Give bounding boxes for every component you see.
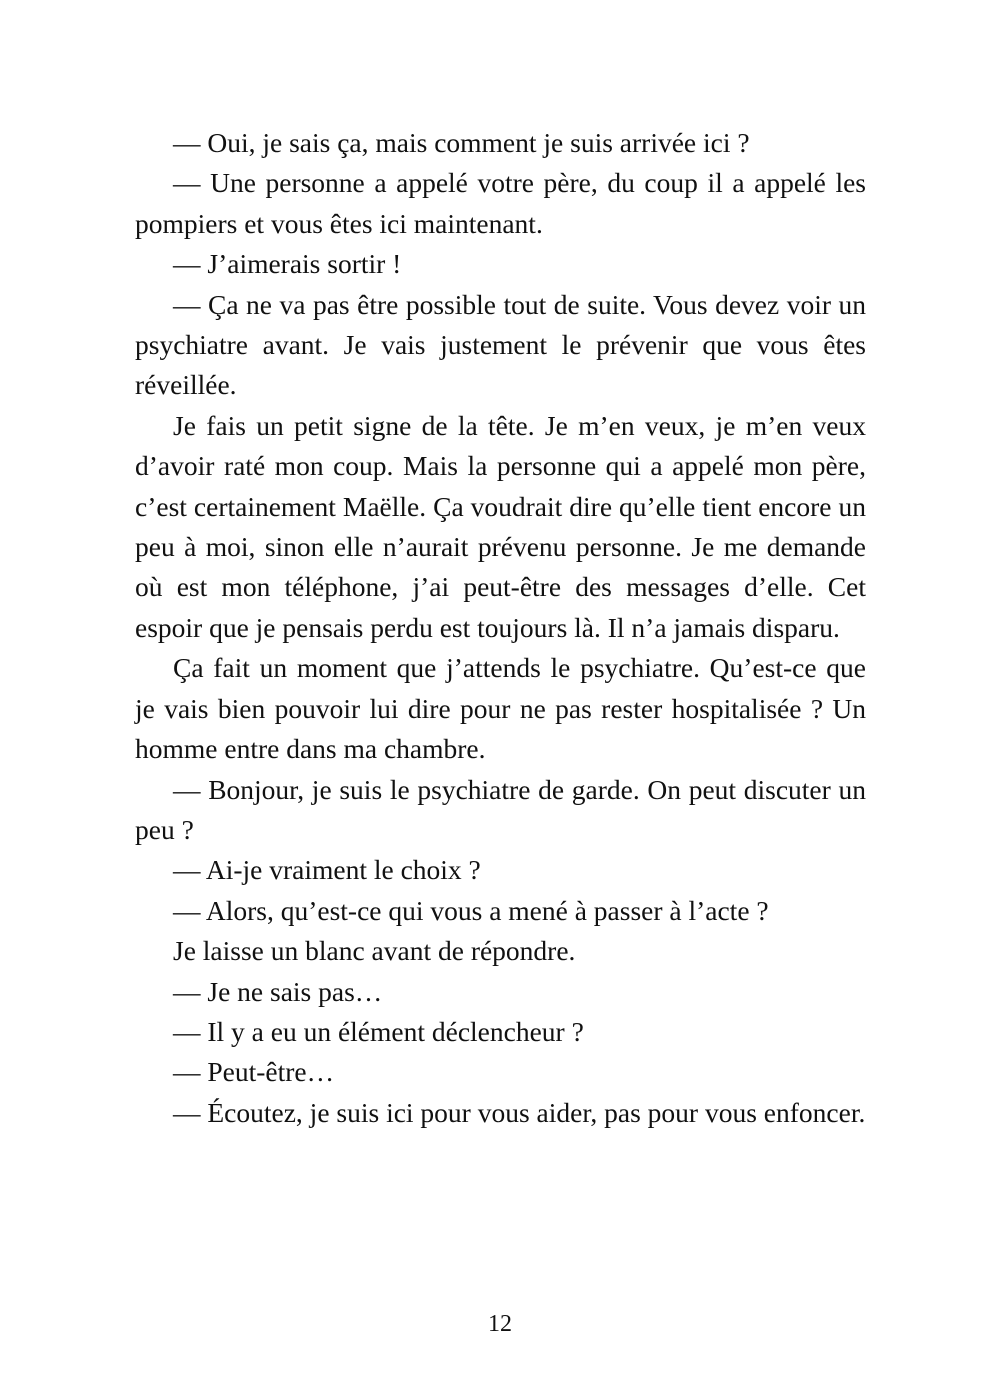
paragraph: — Alors, qu’est-ce qui vous a mené à passer à l’acte ? [173,894,769,926]
paragraph: — Je ne sais pas… [173,975,383,1007]
body-text [135,123,866,1133]
paragraph: — Ai-je vraiment le choix ? [173,854,481,886]
paragraph: — Écoutez, je suis ici pour vous aider, pas pour vous enfoncer. [173,1096,866,1128]
paragraph: — Une personne a appelé votre père, du coup il a appelé les pompiers et vous êtes ici maintenant. [135,167,866,239]
paragraph: Ça fait un moment que j’attends le psychiatre. Qu’est-ce que je vais bien pouvoir lui dire pour ne pas rester hospitalisée ? Un homme entre dans ma chambre. [135,652,866,765]
paragraph: — Ça ne va pas être possible tout de suite. Vous devez voir un psychiatre avant. Je vais justement le prévenir que vous êtes réveillée. [135,288,866,401]
paragraph: Je laisse un blanc avant de répondre. [173,935,576,967]
paragraph: — Oui, je sais ça, mais comment je suis arrivée ici ? [173,127,750,158]
paragraph: — Peut-être… [173,1056,335,1088]
paragraph: — J’aimerais sortir ! [173,248,402,280]
paragraph: Je fais un petit signe de la tête. Je m’en veux, je m’en veux d’avoir raté mon coup. Mais la personne qui a appelé mon père, c’est certainement Maëlle. Ça voudrait dire qu’elle tient encore un peu à moi, sinon elle n’aurait prévenu personne. Je me demande où est mon téléphone, j’ai peut-être des messages d’elle. Cet espoir que je pensais perdu est toujours là. Il n’a jamais disparu. [135,409,866,643]
paragraph: — Bonjour, je suis le psychiatre de garde. On peut discuter un peu ? [135,773,866,845]
page-number: 12 [488,1311,512,1337]
paragraph: — Il y a eu un élément déclencheur ? [173,1015,584,1047]
